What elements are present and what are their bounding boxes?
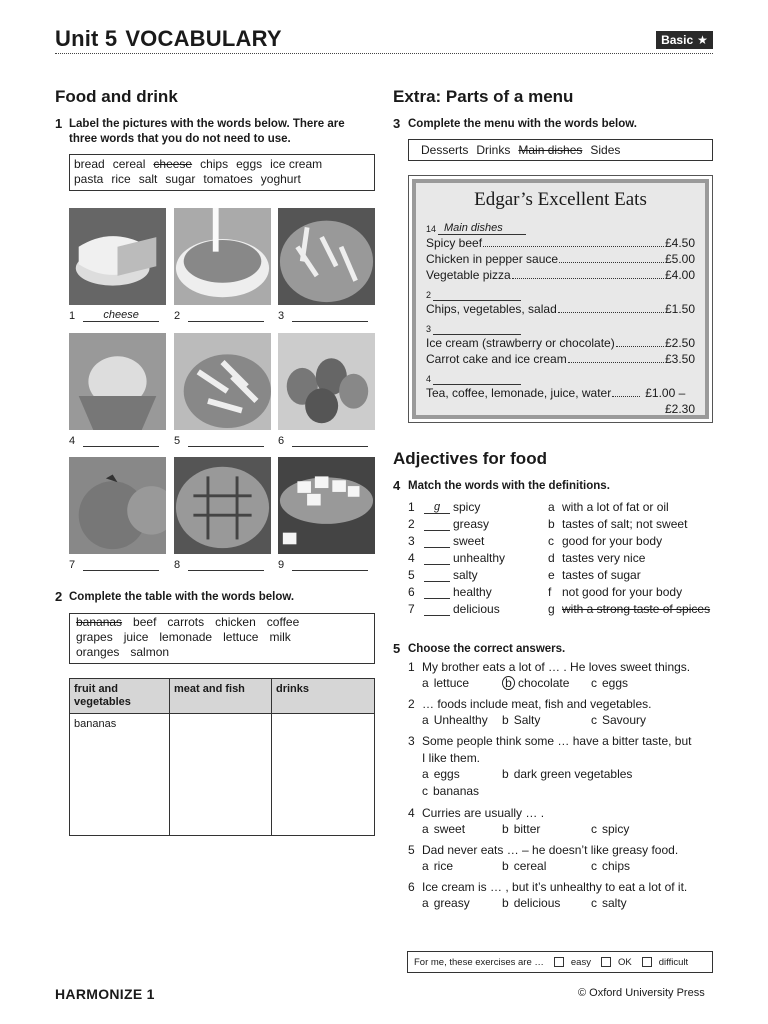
option-letter: c xyxy=(591,822,597,836)
checkbox-label: easy xyxy=(570,956,591,968)
word-option: Drinks xyxy=(476,143,511,157)
answer-blank xyxy=(83,434,159,447)
item-number: 7 xyxy=(408,602,415,616)
picture-number: 7 xyxy=(69,559,76,571)
option-text: chips xyxy=(602,859,631,873)
menu-item-price: £2.30 xyxy=(664,402,695,416)
item-number: 5 xyxy=(408,568,415,582)
answer-blank xyxy=(188,309,264,322)
option-letter: b xyxy=(502,713,509,727)
option-letter: a xyxy=(422,713,429,727)
eggs-image xyxy=(278,333,375,430)
option-letter: a xyxy=(422,676,429,690)
circled-answer-icon: b xyxy=(502,676,515,690)
sugar-image xyxy=(278,457,375,554)
word-option: ice cream xyxy=(270,157,323,171)
item-number: 4 xyxy=(408,551,415,565)
picture-label[interactable] xyxy=(69,309,159,322)
option-text: rice xyxy=(433,859,454,873)
picture-label[interactable] xyxy=(174,558,264,571)
word-option: bananas xyxy=(76,615,123,629)
answer-option-b[interactable] xyxy=(502,713,540,727)
option-letter: c xyxy=(591,676,597,690)
section-heading-menu: Extra: Parts of a menu xyxy=(393,87,574,106)
definition-letter: b xyxy=(548,517,555,531)
option-letter: a xyxy=(422,896,429,910)
answer-blank xyxy=(292,309,368,322)
option-text: bananas xyxy=(433,784,480,798)
answer-blank xyxy=(424,518,450,531)
picture-label[interactable] xyxy=(174,434,264,447)
menu-item xyxy=(426,351,695,367)
answer-blank xyxy=(292,434,368,447)
question-item xyxy=(408,842,708,859)
blank-number: 4 xyxy=(426,374,432,384)
tomatoes-image xyxy=(69,457,166,554)
menu-item-name: Vegetable pizza xyxy=(426,268,511,282)
answer-blank: g xyxy=(424,501,450,514)
option-text: dark green vegetables xyxy=(513,767,633,781)
option-text: chocolate xyxy=(518,676,570,690)
word-option: Desserts xyxy=(421,143,469,157)
option-text: Savoury xyxy=(602,713,647,727)
match-word[interactable] xyxy=(408,551,505,565)
match-word[interactable] xyxy=(408,585,492,599)
picture-label[interactable] xyxy=(69,558,159,571)
menu-item xyxy=(426,385,695,401)
definition-letter: c xyxy=(548,534,554,548)
picture-number: 4 xyxy=(69,435,76,447)
ice-cream-image xyxy=(69,333,166,430)
word-option: yoghurt xyxy=(260,172,301,186)
answer-option-c[interactable] xyxy=(591,822,629,836)
option-text: delicious xyxy=(513,896,561,910)
option-letter: a xyxy=(422,767,429,781)
adjective: sweet xyxy=(453,534,485,548)
question-instruction: Complete the table with the words below. xyxy=(69,591,295,603)
question-item xyxy=(408,659,708,676)
match-word[interactable] xyxy=(408,568,478,582)
menu-item-price: £2.50 xyxy=(664,336,695,350)
question-instruction: Complete the menu with the words below. xyxy=(408,118,637,130)
word-option: Sides xyxy=(590,143,621,157)
blank-number: 2 xyxy=(426,290,432,300)
item-number: 2 xyxy=(408,517,415,531)
question-number: 3 xyxy=(393,116,401,131)
definition-text: good for your body xyxy=(562,534,663,548)
option-text: spicy xyxy=(602,822,630,836)
definition-text: with a lot of fat or oil xyxy=(562,500,669,514)
word-option: tomatoes xyxy=(203,172,253,186)
question-instruction: Match the words with the definitions. xyxy=(408,480,610,492)
menu-item-price: £1.50 xyxy=(664,302,695,316)
table-example: bananas xyxy=(74,718,117,730)
question-item xyxy=(408,879,708,896)
picture-number: 2 xyxy=(174,310,181,322)
menu-item-price: £4.00 xyxy=(664,268,695,282)
adjective: greasy xyxy=(453,517,490,531)
self-assessment-prompt: For me, these exercises are … xyxy=(414,956,544,968)
word-option: sugar xyxy=(165,172,196,186)
answer-option-a[interactable] xyxy=(422,676,469,690)
answer-option-c[interactable] xyxy=(591,676,628,690)
cheese-image xyxy=(69,208,166,305)
answer-option-a[interactable] xyxy=(422,767,460,781)
picture-number: 8 xyxy=(174,559,181,571)
definition-text: tastes of sugar xyxy=(562,568,641,582)
word-option: cereal xyxy=(112,157,146,171)
menu-item xyxy=(426,267,695,283)
item-number: 3 xyxy=(408,734,415,748)
answer-blank xyxy=(424,603,450,616)
difficult-checkbox[interactable] xyxy=(642,957,652,967)
word-option: milk xyxy=(269,630,291,644)
option-letter: c xyxy=(591,896,597,910)
option-text: Salty xyxy=(513,713,541,727)
option-letter: c xyxy=(591,713,597,727)
section-heading-food-drink: Food and drink xyxy=(55,87,178,106)
menu-item xyxy=(426,335,695,351)
question-text: Dad never eats … – he doesn’t like greasy food. xyxy=(422,843,679,857)
answer-option-c[interactable] xyxy=(591,896,627,910)
table-cell[interactable] xyxy=(170,714,272,836)
match-word[interactable] xyxy=(408,517,489,531)
answer-option-a[interactable] xyxy=(422,713,488,727)
option-text: eggs xyxy=(433,767,460,781)
question-text: My brother eats a lot of … . He loves sweet things. xyxy=(422,660,691,674)
table-header: fruit and vegetables xyxy=(70,679,170,714)
question-number: 5 xyxy=(393,641,401,656)
blank-answer xyxy=(433,322,521,335)
question-text: Curries are usually … . xyxy=(422,806,545,820)
blank-number: 3 xyxy=(426,324,432,334)
option-text: cereal xyxy=(513,859,547,873)
definition xyxy=(548,534,662,548)
option-text: sweet xyxy=(433,822,466,836)
menu-item-name: Tea, coffee, lemonade, juice, water xyxy=(426,386,612,400)
menu-title: Edgar’s Excellent Eats xyxy=(474,189,647,210)
answer-option-c[interactable] xyxy=(422,784,479,798)
item-number: 6 xyxy=(408,585,415,599)
word-option: chicken xyxy=(215,615,256,629)
answer-option-b[interactable] xyxy=(502,859,546,873)
question-instruction: Label the pictures with the words below. There are three words that you do not need to use. xyxy=(69,118,345,145)
option-text: bitter xyxy=(513,822,541,836)
word-option: salmon xyxy=(130,645,170,659)
picture-number: 3 xyxy=(278,310,285,322)
menu-item-price: £1.00 – xyxy=(645,386,686,400)
word-box-3 xyxy=(408,139,713,161)
menu-heading-blank[interactable] xyxy=(426,317,695,335)
menu-item-name: Ice cream (strawberry or chocolate) xyxy=(426,336,615,350)
option-letter: b xyxy=(502,896,509,910)
adjective: unhealthy xyxy=(453,551,506,565)
answer-option-a[interactable] xyxy=(422,822,465,836)
definition-letter: g xyxy=(548,602,555,616)
word-option: lettuce xyxy=(223,630,259,644)
item-number: 1 xyxy=(408,660,415,674)
checkbox-label: difficult xyxy=(658,956,689,968)
word-option: oranges xyxy=(76,645,120,659)
option-letter: c xyxy=(591,859,597,873)
word-box-2 xyxy=(69,613,375,664)
definition xyxy=(548,500,669,514)
adjective: spicy xyxy=(453,500,481,514)
menu-item xyxy=(426,301,695,317)
unit-number: Unit 5 xyxy=(55,26,118,51)
picture-number: 1 xyxy=(69,310,76,322)
option-text: salty xyxy=(602,896,627,910)
answer-option-c[interactable] xyxy=(591,859,630,873)
answer-blank xyxy=(424,586,450,599)
blank-answer xyxy=(433,372,521,385)
match-word[interactable] xyxy=(408,500,480,514)
question-item xyxy=(408,805,708,822)
definition-letter: a xyxy=(548,500,555,514)
definition-letter: e xyxy=(548,568,555,582)
question-text-cont: I like them. xyxy=(422,751,481,765)
answer-blank xyxy=(424,535,450,548)
answer-blank xyxy=(292,558,368,571)
definition xyxy=(548,551,645,565)
header-divider xyxy=(55,53,713,54)
checkbox-label: OK xyxy=(617,956,632,968)
table-cell[interactable] xyxy=(272,714,375,836)
picture-label[interactable] xyxy=(69,434,159,447)
question-item xyxy=(408,733,708,767)
picture-label[interactable] xyxy=(278,558,368,571)
word-option: bread xyxy=(74,157,105,171)
picture-number: 5 xyxy=(174,435,181,447)
level-badge xyxy=(656,31,713,49)
pasta-image xyxy=(278,208,375,305)
question-text: Ice cream is … , but it’s unhealthy to eat a lot of it. xyxy=(422,880,688,894)
word-option: rice xyxy=(111,172,131,186)
cereal-bowl-image xyxy=(174,208,271,305)
option-letter: a xyxy=(422,822,429,836)
definition-letter: f xyxy=(548,585,552,599)
option-text: lettuce xyxy=(433,676,470,690)
table-header: meat and fish xyxy=(170,679,272,714)
copyright: © Oxford University Press xyxy=(578,987,705,999)
word-option: chips xyxy=(200,157,229,171)
question-text: … foods include meat, fish and vegetables. xyxy=(422,697,652,711)
picture-label[interactable] xyxy=(278,309,368,322)
word-option: Main dishes xyxy=(518,143,583,157)
option-letter: b xyxy=(502,822,509,836)
picture-number: 6 xyxy=(278,435,285,447)
answer-blank xyxy=(188,558,264,571)
answer-option-c[interactable] xyxy=(591,713,646,727)
word-option: cheese xyxy=(153,157,193,171)
question-number: 2 xyxy=(55,589,63,604)
easy-checkbox[interactable] xyxy=(554,957,564,967)
option-text: greasy xyxy=(433,896,470,910)
definition-letter: d xyxy=(548,551,555,565)
word-option: pasta xyxy=(74,172,104,186)
definition-text: tastes of salt; not sweet xyxy=(562,517,688,531)
definition-text: tastes very nice xyxy=(562,551,646,565)
table-cell[interactable] xyxy=(70,714,170,836)
blank-answer xyxy=(433,288,521,301)
definition-text: not good for your body xyxy=(562,585,683,599)
option-text: Unhealthy xyxy=(433,713,488,727)
word-option: lemonade xyxy=(159,630,213,644)
menu-item-name: Spicy beef xyxy=(426,236,483,250)
adjective: healthy xyxy=(453,585,492,599)
menu-card xyxy=(408,175,713,423)
menu-item-price: £5.00 xyxy=(664,252,695,266)
word-box xyxy=(69,154,375,191)
menu-item-name: Carrot cake and ice cream xyxy=(426,352,567,366)
star-icon: ★ xyxy=(697,33,708,47)
match-word[interactable] xyxy=(408,534,484,548)
blank-number: 14 xyxy=(426,224,437,234)
answer-option-b[interactable] xyxy=(502,676,569,690)
answer-option-b[interactable] xyxy=(502,822,540,836)
item-number: 2 xyxy=(408,697,415,711)
answer-blank xyxy=(83,558,159,571)
item-number: 4 xyxy=(408,806,415,820)
food-table xyxy=(69,678,375,836)
answer-blank xyxy=(424,552,450,565)
unit-title xyxy=(55,26,282,52)
picture-label[interactable] xyxy=(278,434,368,447)
word-option: beef xyxy=(133,615,157,629)
match-word[interactable] xyxy=(408,602,500,616)
definition xyxy=(548,517,687,531)
answer-blank xyxy=(188,434,264,447)
menu-heading-blank[interactable] xyxy=(426,367,695,385)
picture-number: 9 xyxy=(278,559,285,571)
adjective: delicious xyxy=(453,602,500,616)
word-option: grapes xyxy=(76,630,113,644)
answer-blank: cheese xyxy=(83,309,159,322)
menu-item-name: Chicken in pepper sauce xyxy=(426,252,559,266)
menu-item xyxy=(426,235,695,251)
word-option: carrots xyxy=(167,615,205,629)
definition xyxy=(548,568,641,582)
brand-logo: HARMONIZE 1 xyxy=(55,986,155,1002)
item-number: 1 xyxy=(408,500,415,514)
word-option: eggs xyxy=(236,157,263,171)
menu-item xyxy=(426,251,695,267)
option-letter: b xyxy=(502,767,509,781)
question-instruction: Choose the correct answers. xyxy=(408,643,566,655)
unit-heading: VOCABULARY xyxy=(125,26,282,51)
item-number: 3 xyxy=(408,534,415,548)
item-number: 5 xyxy=(408,843,415,857)
definition xyxy=(548,585,682,599)
level-label: Basic xyxy=(661,33,694,47)
question-item xyxy=(408,696,708,713)
answer-option-a[interactable] xyxy=(422,896,470,910)
answer-option-a[interactable] xyxy=(422,859,453,873)
word-option: coffee xyxy=(266,615,300,629)
ok-checkbox[interactable] xyxy=(601,957,611,967)
option-letter: b xyxy=(502,859,509,873)
definition xyxy=(548,602,710,616)
answer-option-b[interactable] xyxy=(502,767,632,781)
question-number: 1 xyxy=(55,116,63,131)
word-option: salt xyxy=(138,172,158,186)
menu-item-price: £3.50 xyxy=(664,352,695,366)
menu-item-price: £4.50 xyxy=(664,236,695,250)
blank-answer: Main dishes xyxy=(438,222,526,235)
question-number: 4 xyxy=(393,478,401,493)
chips-image xyxy=(174,333,271,430)
word-option: juice xyxy=(123,630,149,644)
option-letter: a xyxy=(422,859,429,873)
menu-item-name: Chips, vegetables, salad xyxy=(426,302,557,316)
option-text: eggs xyxy=(602,676,629,690)
item-number: 6 xyxy=(408,880,415,894)
adjective: salty xyxy=(453,568,478,582)
menu-heading-blank[interactable] xyxy=(426,217,695,235)
table-header: drinks xyxy=(272,679,375,714)
section-heading-adjectives: Adjectives for food xyxy=(393,449,547,468)
answer-blank xyxy=(424,569,450,582)
answer-option-b[interactable] xyxy=(502,896,560,910)
bread-image xyxy=(174,457,271,554)
question-text: Some people think some … have a bitter taste, but xyxy=(422,734,692,748)
definition-text: with a strong taste of spices xyxy=(562,602,711,616)
self-assessment-box xyxy=(407,951,713,973)
picture-label[interactable] xyxy=(174,309,264,322)
option-letter: c xyxy=(422,784,428,798)
menu-heading-blank[interactable] xyxy=(426,283,695,301)
